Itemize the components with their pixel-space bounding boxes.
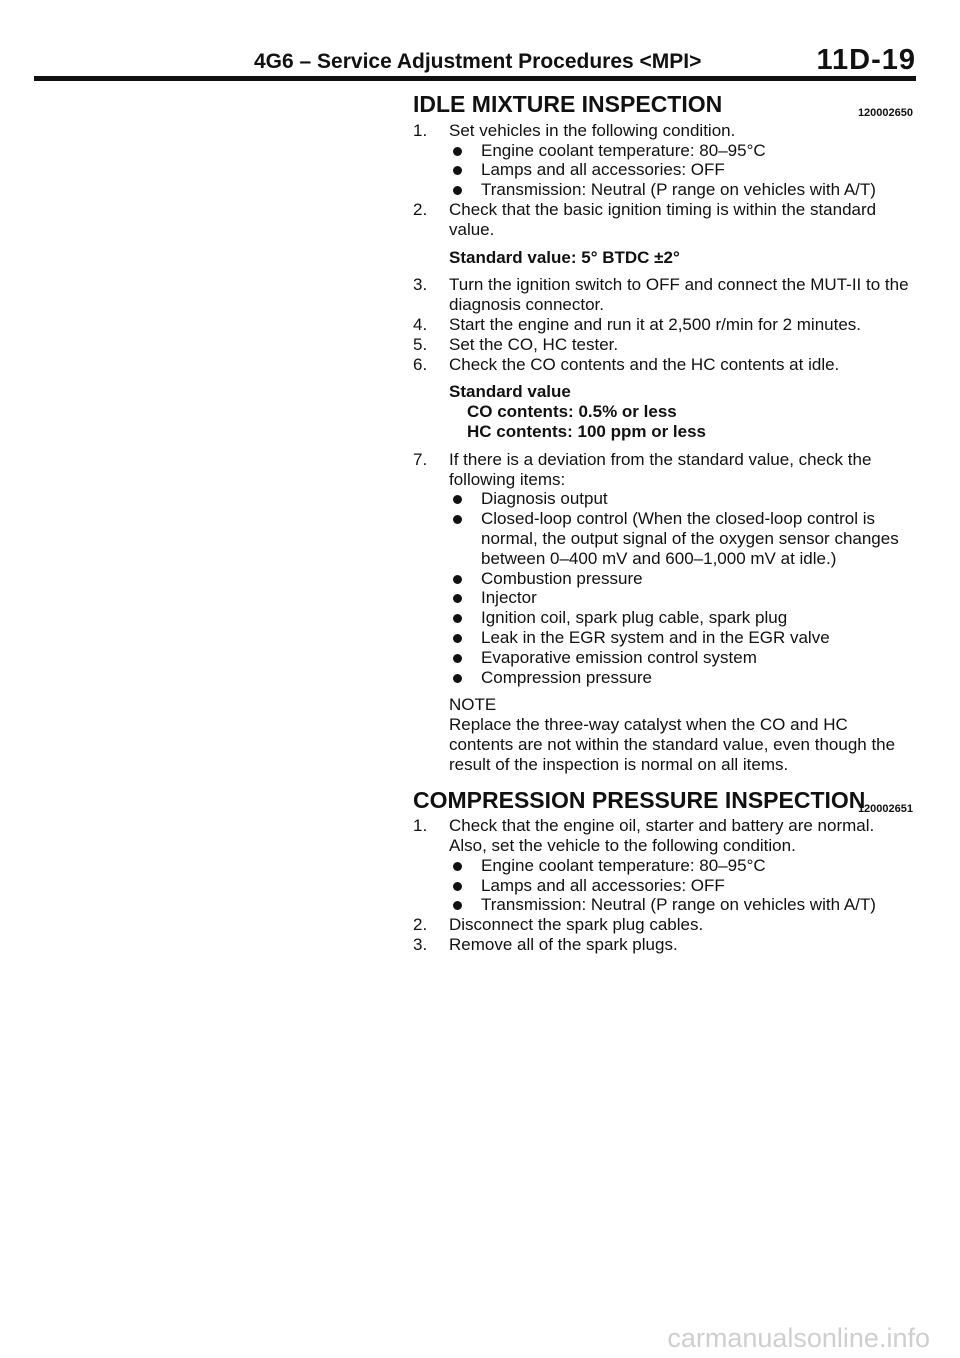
header-rule (34, 76, 916, 81)
bullet-icon (453, 674, 462, 683)
bullet-icon (453, 901, 462, 910)
bullet-item (449, 876, 913, 896)
section-title-text: IDLE MIXTURE INSPECTION (413, 91, 723, 117)
bullet-item (449, 141, 913, 161)
step-number: 4. (413, 314, 428, 334)
bullet-text: Lamps and all accessories: OFF (481, 875, 725, 895)
bullet-item (449, 180, 913, 200)
step-number: 1. (413, 816, 428, 836)
standard-value-hc: HC contents: 100 ppm or less (467, 421, 707, 441)
bullet-icon (453, 654, 462, 663)
bullet-item (449, 489, 913, 509)
spacer (413, 240, 913, 248)
step-number: 1. (413, 120, 428, 140)
bullet-text: Evaporative emission control system (481, 647, 757, 667)
bullet-text: Diagnosis output (481, 489, 608, 509)
bullet-text: Leak in the EGR system and in the EGR valve (481, 627, 830, 647)
bullet-icon (453, 515, 462, 524)
step-number: 6. (413, 354, 428, 374)
bullet-list (413, 856, 913, 915)
step-5 (413, 335, 913, 355)
bullet-text: Compression pressure (481, 667, 653, 687)
step-number: 2. (413, 199, 428, 219)
step-text: Check that the engine oil, starter and battery are normal. Also, set the vehicle to the following condition. (449, 816, 875, 856)
watermark: carmanualsonline.info (667, 1323, 930, 1353)
section-code: 120002651 (857, 802, 913, 815)
bullet-text: Engine coolant temperature: 80–95°C (481, 140, 766, 160)
header-title: 4G6 – Service Adjustment Procedures <MPI> (254, 50, 702, 73)
step-2 (413, 200, 913, 240)
step-text: If there is a deviation from the standard value, check the following items: (449, 449, 872, 489)
bullet-item (449, 569, 913, 589)
step-number: 3. (413, 935, 428, 955)
bullet-icon (453, 614, 462, 623)
page-header (0, 36, 960, 76)
bullet-icon (453, 166, 462, 175)
spacer (413, 267, 913, 275)
bullet-item (449, 608, 913, 628)
bullet-icon (453, 882, 462, 891)
note-label: NOTE (449, 695, 497, 715)
step-1 (413, 121, 913, 141)
section-title-text: COMPRESSION PRESSURE INSPECTION (413, 786, 866, 813)
spacer (413, 687, 913, 695)
bullet-icon (453, 634, 462, 643)
section-title-idle (413, 91, 913, 119)
step-text: Disconnect the spark plug cables. (449, 915, 704, 935)
content (413, 91, 913, 955)
step-4 (413, 315, 913, 335)
bullet-text: Closed-loop control (When the closed-loop control is normal, the output signal of the oxygen sensor changes between 0–400 mV and 600–1,000 mV at idle.) (481, 509, 899, 568)
bullet-icon (453, 495, 462, 504)
bullet-text: Transmission: Neutral (P range on vehicles with A/T) (481, 180, 876, 200)
bullet-text: Ignition coil, spark plug cable, spark plug (481, 608, 788, 628)
step-number: 2. (413, 915, 428, 935)
step-text: Check that the basic ignition timing is within the standard value. (449, 199, 877, 239)
step-3 (413, 275, 913, 315)
bullet-text: Injector (481, 588, 537, 608)
bullet-list (413, 489, 913, 687)
step-number: 5. (413, 334, 428, 354)
bullet-item (449, 856, 913, 876)
bullet-icon (453, 147, 462, 156)
bullet-item (449, 160, 913, 180)
step-2 (413, 915, 913, 935)
bullet-text: Combustion pressure (481, 568, 643, 588)
bullet-text: Engine coolant temperature: 80–95°C (481, 855, 766, 875)
step-3 (413, 935, 913, 955)
bullet-text: Lamps and all accessories: OFF (481, 160, 725, 180)
step-text: Start the engine and run it at 2,500 r/min for 2 minutes. (449, 314, 862, 334)
step-1 (413, 816, 913, 856)
bullet-list (413, 141, 913, 200)
step-text: Remove all of the spark plugs. (449, 935, 678, 955)
section-code: 120002650 (857, 107, 913, 119)
step-7 (413, 450, 913, 490)
bullet-item (449, 588, 913, 608)
bullet-icon (453, 862, 462, 871)
spacer (413, 442, 913, 450)
bullet-text: Transmission: Neutral (P range on vehicles with A/T) (481, 895, 876, 915)
note-text: Replace the three-way catalyst when the CO and HC contents are not within the standard value, even though the result of the inspection is normal on all items. (449, 715, 896, 774)
bullet-icon (453, 594, 462, 603)
standard-value: Standard value: 5° BTDC ±2° (449, 247, 680, 267)
bullet-item (449, 628, 913, 648)
step-text: Set the CO, HC tester. (449, 334, 619, 354)
bullet-item (449, 648, 913, 668)
section-title-compression (413, 786, 913, 815)
page-number: 11D-19 (816, 44, 916, 76)
step-number: 3. (413, 275, 428, 295)
standard-value-co: CO contents: 0.5% or less (467, 402, 677, 422)
step-6 (413, 355, 913, 375)
step-text: Turn the ignition switch to OFF and connect the MUT-II to the diagnosis connector. (449, 275, 909, 315)
step-number: 7. (413, 449, 428, 469)
spacer (413, 374, 913, 382)
standard-value-label: Standard value (449, 382, 571, 402)
bullet-item (449, 895, 913, 915)
step-text: Set vehicles in the following condition. (449, 120, 736, 140)
bullet-icon (453, 575, 462, 584)
bullet-item (449, 668, 913, 688)
bullet-item (449, 509, 913, 568)
bullet-icon (453, 186, 462, 195)
step-text: Check the CO contents and the HC contents at idle. (449, 354, 840, 374)
